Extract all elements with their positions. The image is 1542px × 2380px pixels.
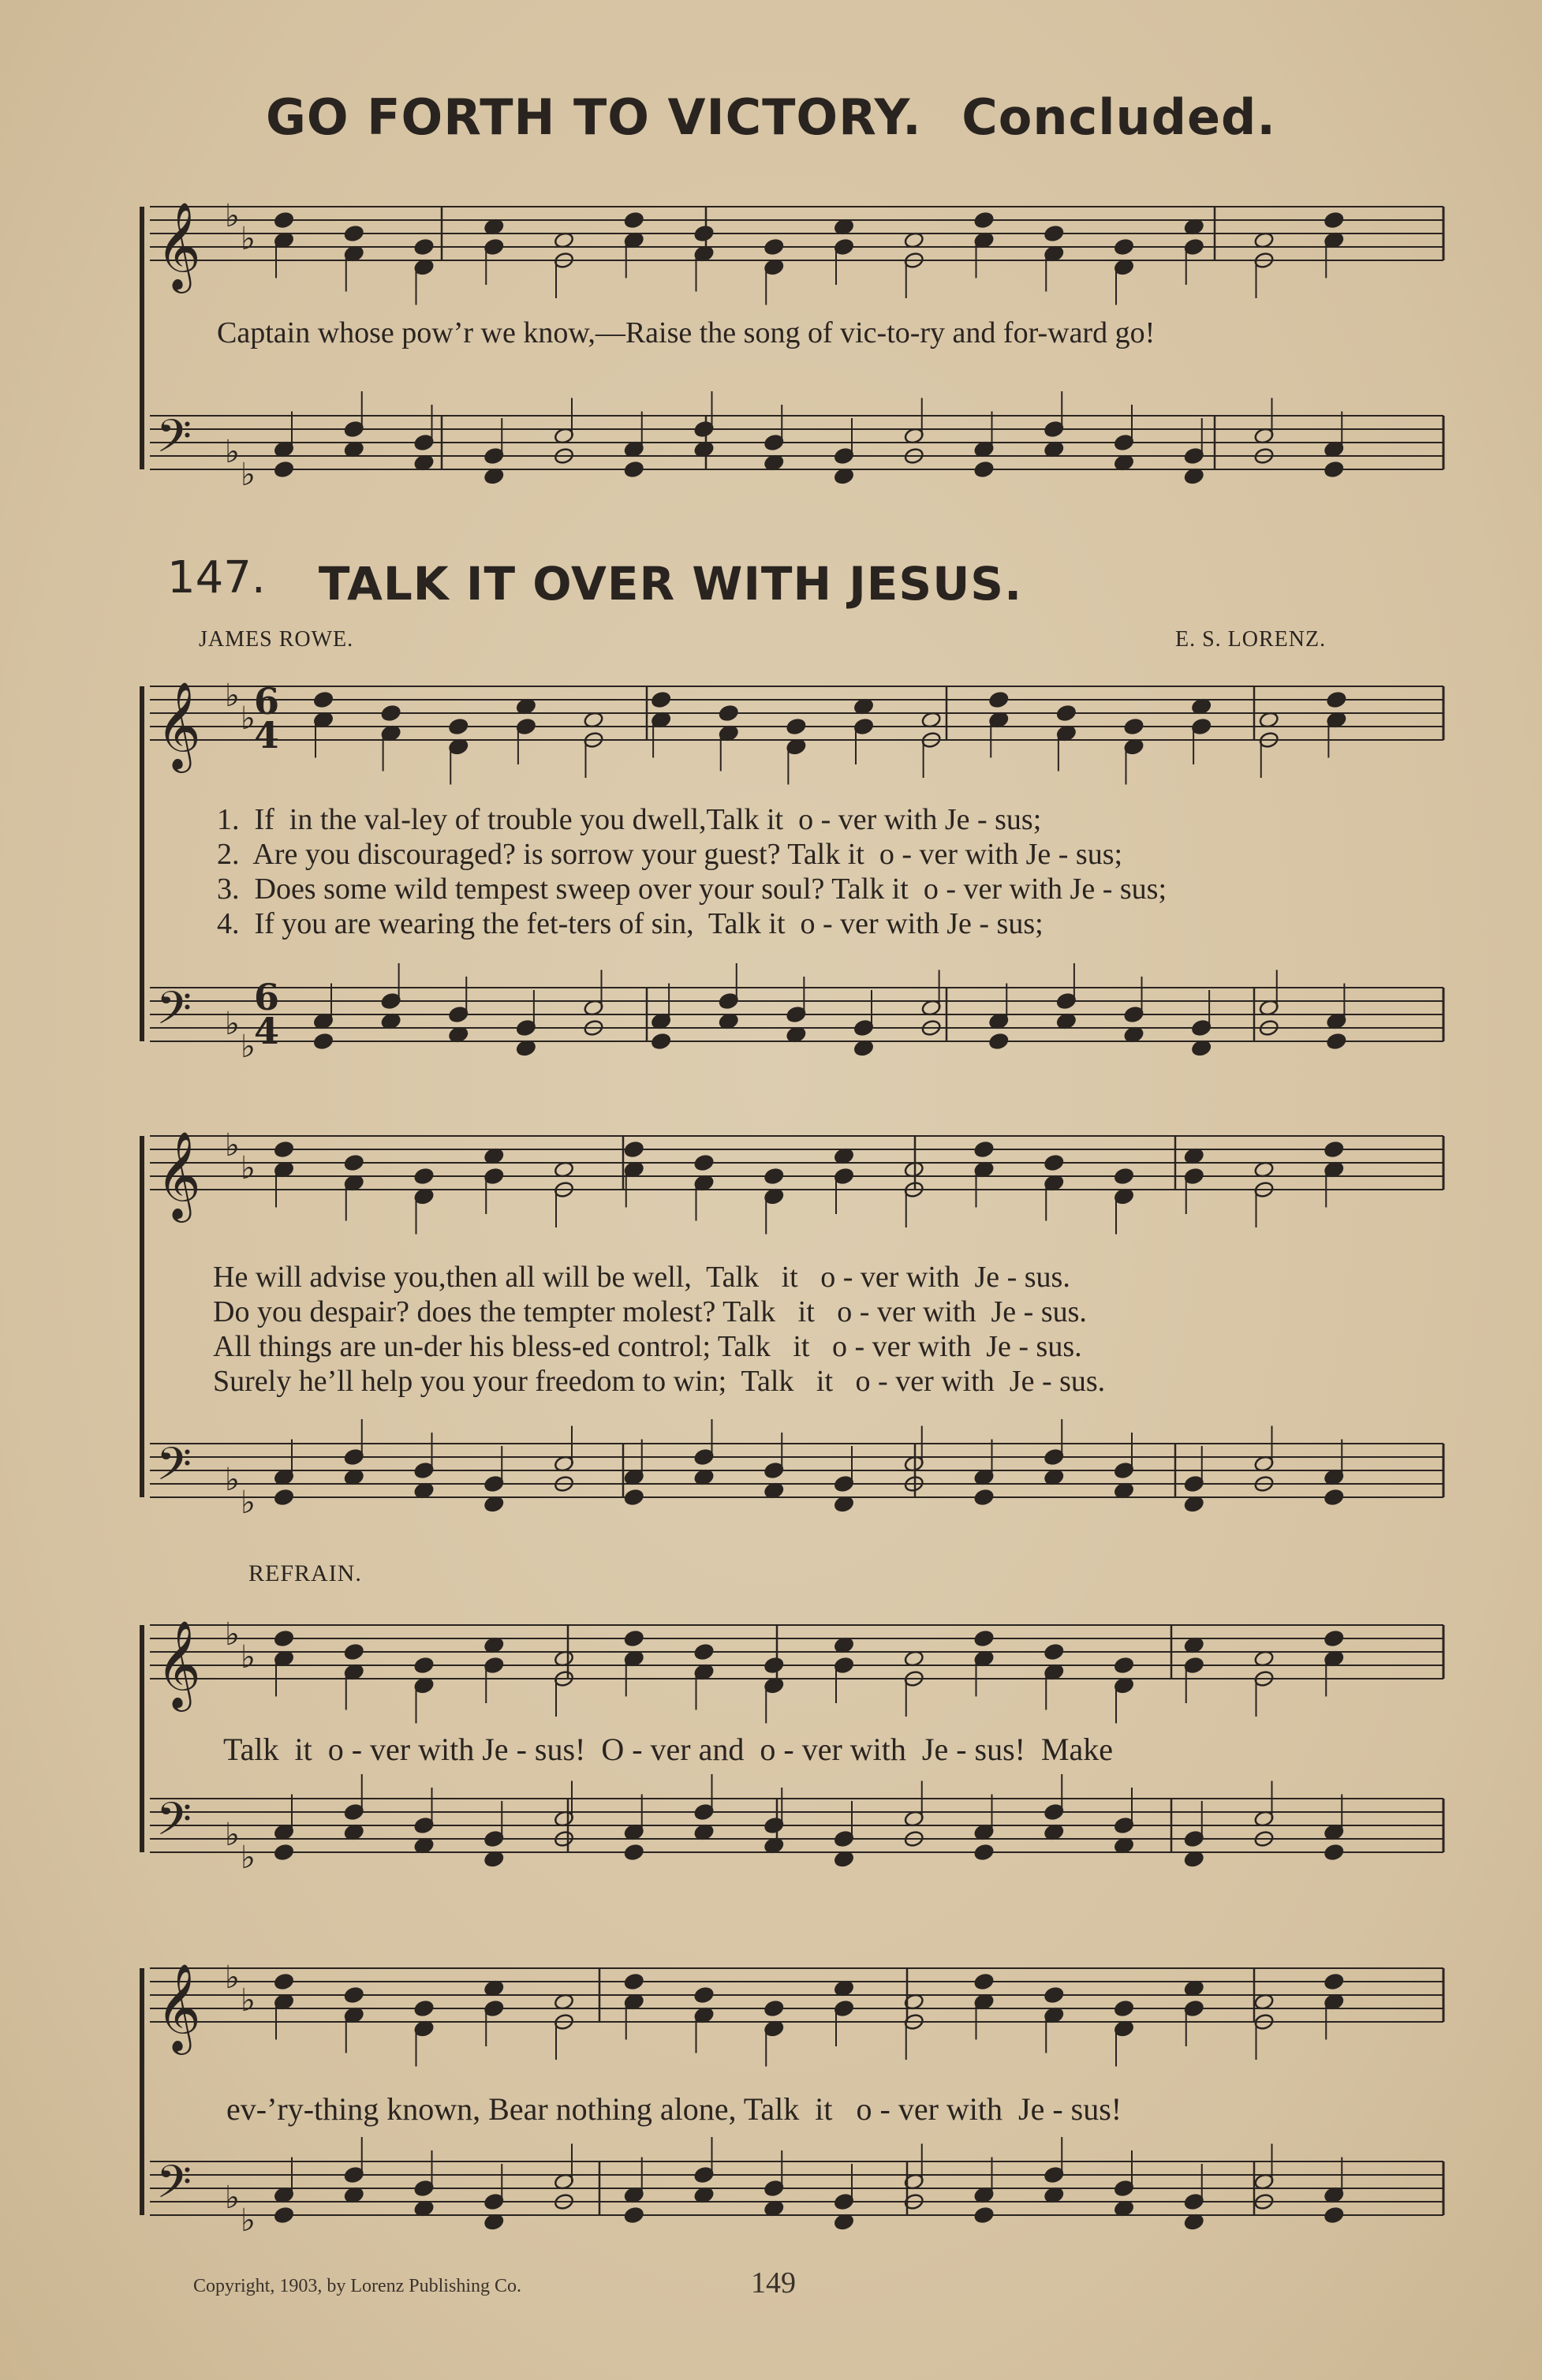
bass-clef: 𝄢 (156, 2155, 192, 2220)
page-number: 149 (751, 2266, 796, 2300)
flat-sign: ♭ (225, 434, 240, 470)
note-head (1324, 211, 1344, 230)
note-head (693, 225, 714, 243)
note-head (651, 691, 671, 709)
note-head (764, 1657, 784, 1675)
note-head (1324, 1489, 1344, 1507)
note-head (1044, 1986, 1064, 2005)
note-head (973, 1844, 994, 1862)
note-head (988, 1033, 1009, 1051)
note-head (624, 461, 644, 479)
note-head (973, 1489, 994, 1507)
refrain-line-1: Talk it o - ver with Je - sus! O - ver and o - ver with Je - sus! Make (223, 1732, 1114, 1767)
staff-lines (142, 207, 1443, 2215)
note-head (624, 1141, 644, 1159)
refrain-label: REFRAIN. (248, 1560, 362, 1586)
note-head (764, 1168, 784, 1186)
flat-sign: ♭ (241, 1029, 256, 1065)
note-head (1324, 2206, 1344, 2225)
note-head (344, 1154, 364, 1172)
hymn-title: TALK IT OVER WITH JESUS. (318, 557, 1023, 611)
note-head (786, 718, 806, 736)
previous-hymn-title-text: GO FORTH TO VICTORY. (266, 88, 922, 146)
note-head (1324, 1630, 1344, 1648)
flat-sign: ♭ (241, 701, 256, 737)
note-head (651, 1033, 671, 1051)
verse-4-line-2: Surely he’ll help you your freedom to win; Talk it o - ver with Je - sus. (213, 1365, 1106, 1398)
note-heads (274, 211, 1347, 2231)
flat-sign: ♭ (225, 1006, 240, 1042)
bass-clef: 𝄢 (156, 981, 192, 1046)
treble-clef: 𝄞 (156, 1130, 201, 1219)
note-head (274, 211, 294, 230)
note-head (973, 1141, 994, 1159)
flat-sign: ♭ (241, 2203, 256, 2239)
note-head (1114, 238, 1134, 256)
note-head (624, 1973, 644, 1991)
treble-clef: 𝄞 (156, 681, 201, 769)
verse-3-line-2: All things are un-der his bless-ed control; Talk it o - ver with Je - sus. (213, 1330, 1082, 1363)
note-head (693, 1154, 714, 1172)
concluded-label: Concluded. (961, 88, 1276, 146)
flat-sign: ♭ (225, 198, 240, 234)
clefs (156, 198, 256, 2239)
bass-clef: 𝄢 (156, 409, 192, 474)
note-head (1114, 1657, 1134, 1675)
verse-2-line-2: Do you despair? does the tempter molest? Talk it o - ver with Je - sus. (213, 1295, 1087, 1328)
note-head (764, 2000, 784, 2018)
flat-sign: ♭ (241, 1150, 256, 1186)
note-head (973, 461, 994, 479)
note-head (274, 1973, 294, 1991)
flat-sign: ♭ (241, 221, 256, 257)
copyright-notice: Copyright, 1903, by Lorenz Publishing Co. (193, 2276, 521, 2296)
note-head (274, 1844, 294, 1862)
note-head (413, 2000, 434, 2018)
note-head (1324, 1973, 1344, 1991)
flat-sign: ♭ (225, 1127, 240, 1164)
time-signature-bottom-bass: 4 (254, 1010, 280, 1052)
time-signature-top-treble: 6 (254, 680, 280, 723)
note-head (381, 704, 401, 723)
treble-clef: 𝄞 (156, 201, 201, 290)
note-head (1044, 1154, 1064, 1172)
note-head (1114, 1168, 1134, 1186)
verse-1-line-2: He will advise you,then all will be well, Talk it o - ver with Je - sus. (213, 1261, 1070, 1294)
note-head (624, 2206, 644, 2225)
treble-clef: 𝄞 (156, 1963, 201, 2051)
note-head (274, 461, 294, 479)
note-head (693, 1986, 714, 2005)
note-head (624, 1844, 644, 1862)
note-head (624, 211, 644, 230)
note-head (274, 1489, 294, 1507)
time-signature-bottom-treble: 4 (254, 714, 280, 757)
flat-sign: ♭ (225, 1616, 240, 1653)
note-head (1324, 1141, 1344, 1159)
flat-sign: ♭ (225, 2180, 240, 2216)
note-head (1044, 1643, 1064, 1661)
flat-sign: ♭ (225, 1462, 240, 1498)
note-head (274, 1141, 294, 1159)
note-head (624, 1489, 644, 1507)
note-head (344, 1643, 364, 1661)
note-head (274, 2206, 294, 2225)
hymn-number: 147. (167, 552, 266, 603)
flat-sign: ♭ (241, 1639, 256, 1676)
note-head (413, 238, 434, 256)
note-head (1326, 691, 1346, 709)
note-head (764, 238, 784, 256)
previous-hymn-lyric: Captain whose pow’r we know,—Raise the song of vic-to-ry and for-ward go! (217, 316, 1156, 349)
note-head (413, 1168, 434, 1186)
note-head (1326, 1033, 1346, 1051)
note-head (344, 1986, 364, 2005)
flat-sign: ♭ (225, 1817, 240, 1853)
note-head (719, 704, 739, 723)
verse-2-line-1: 2. Are you discouraged? is sorrow your guest? Talk it o - ver with Je - sus; (217, 838, 1123, 871)
verse-1-line-1: 1. If in the val-ley of trouble you dwell,Talk it o - ver with Je - sus; (217, 803, 1042, 836)
flat-sign: ♭ (225, 1960, 240, 1996)
bass-clef: 𝄢 (156, 1437, 192, 1502)
note-head (1324, 1844, 1344, 1862)
note-head (448, 718, 469, 736)
note-head (1324, 461, 1344, 479)
note-head (973, 2206, 994, 2225)
bass-clef: 𝄢 (156, 1792, 192, 1857)
note-head (313, 1033, 334, 1051)
flat-sign: ♭ (225, 678, 240, 714)
note-head (344, 225, 364, 243)
flat-sign: ♭ (241, 1840, 256, 1876)
note-head (624, 1630, 644, 1648)
flat-sign: ♭ (241, 457, 256, 493)
note-head (1044, 225, 1064, 243)
note-head (973, 1630, 994, 1648)
refrain-line-2: ev-’ry-thing known, Bear nothing alone, Talk it o - ver with Je - sus! (226, 2091, 1122, 2127)
note-head (1123, 718, 1144, 736)
note-head (693, 1643, 714, 1661)
composer: E. S. LORENZ. (1175, 627, 1327, 652)
note-head (313, 691, 334, 709)
note-head (973, 1973, 994, 1991)
note-head (988, 691, 1009, 709)
flat-sign: ♭ (241, 1485, 256, 1521)
note-head (274, 1630, 294, 1648)
note-head (973, 211, 994, 230)
note-head (1056, 704, 1077, 723)
note-head (413, 1657, 434, 1675)
time-signature-top-bass: 6 (254, 976, 280, 1018)
treble-clef: 𝄞 (156, 1620, 201, 1708)
verse-4-line-1: 4. If you are wearing the fet-ters of sin, Talk it o - ver with Je - sus; (217, 907, 1044, 940)
verse-3-line-1: 3. Does some wild tempest sweep over your soul? Talk it o - ver with Je - sus; (217, 872, 1167, 906)
note-head (1114, 2000, 1134, 2018)
lyricist: JAMES ROWE. (199, 627, 354, 652)
flat-sign: ♭ (241, 1982, 256, 2019)
